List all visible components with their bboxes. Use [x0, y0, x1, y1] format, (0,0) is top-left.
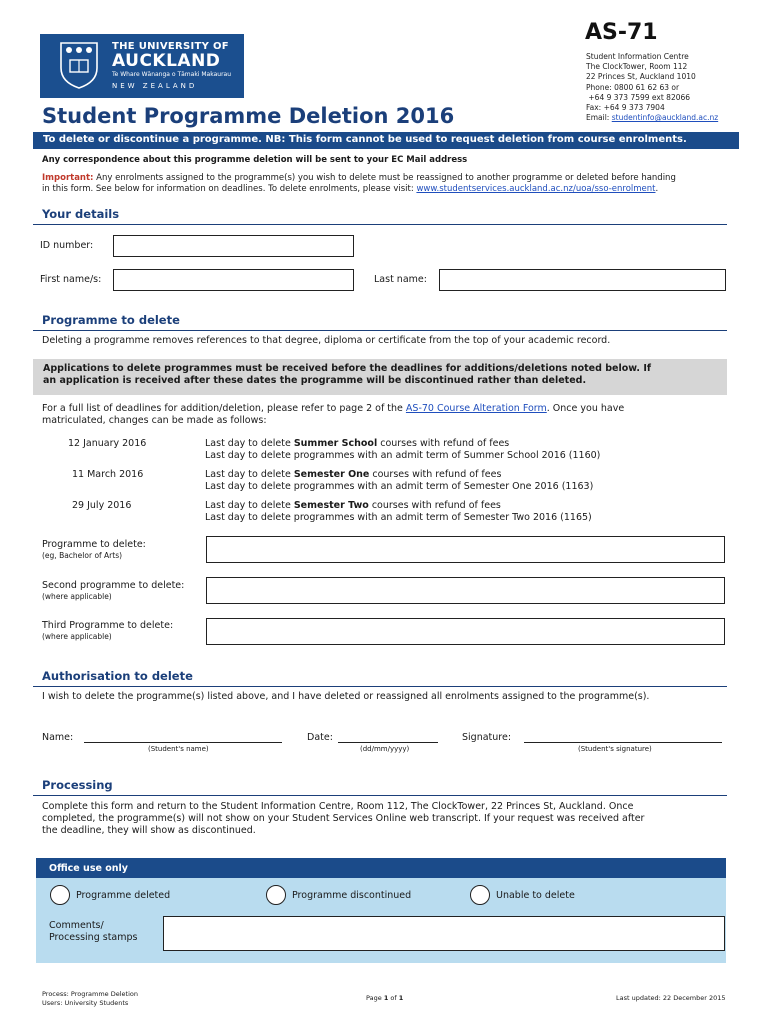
deadline-date: 12 January 2016	[68, 438, 147, 449]
contact-line: 22 Princes St, Auckland 1010	[586, 72, 696, 82]
deadline-term: Semester One	[293, 469, 370, 480]
programme-discontinued-radio[interactable]	[266, 885, 286, 905]
logo-line2: AUCKLAND	[112, 51, 221, 71]
contact-phone2: +64 9 373 7599 ext 82066	[588, 92, 691, 102]
university-logo	[40, 34, 244, 98]
programme3-field[interactable]	[206, 618, 725, 645]
comments-line1: Comments/	[49, 920, 104, 931]
crest-icon	[58, 40, 100, 90]
footer-process: Process: Programme Deletion	[42, 990, 138, 998]
deadlines-text-a: For a full list of deadlines for addition/deletion, please refer to page 2 of the	[42, 403, 406, 414]
programme-deleted-label: Programme deleted	[76, 890, 171, 901]
unable-to-delete-label: Unable to delete	[496, 890, 575, 901]
deadline-text: courses with refund of fees	[377, 438, 510, 449]
programme1-field[interactable]	[206, 536, 725, 563]
form-code: AS-71	[585, 20, 658, 45]
deadline-text: courses with refund of fees	[369, 469, 502, 480]
deadline-row1-line2: Last day to delete programmes with an admit term of Summer School 2016 (1160)	[205, 450, 601, 461]
deadline-row3-line2: Last day to delete programmes with an admit term of Semester Two 2016 (1165)	[205, 512, 592, 523]
unable-to-delete-radio[interactable]	[470, 885, 490, 905]
processing-line: Complete this form and return to the Student Information Centre, Room 112, The ClockTower, 22 Princes St, Auckland. Once	[42, 801, 634, 812]
contact-line: Fax: +64 9 373 7904	[586, 103, 665, 113]
contact-email-line	[586, 113, 718, 123]
important-text1: Any enrolments assigned to the programme(s) you wish to delete must be reassigned to another programme or deleted before handing	[93, 173, 676, 183]
processing-heading: Processing	[42, 778, 113, 792]
programme1-sub: (eg, Bachelor of Arts)	[42, 551, 123, 560]
footer-left	[42, 990, 138, 1008]
programme1-label: Programme to delete:	[42, 539, 146, 550]
programme-discontinued-label: Programme discontinued	[292, 890, 412, 901]
section-divider	[33, 224, 727, 225]
important-end: .	[655, 184, 659, 194]
date-label: Date:	[307, 732, 333, 743]
programme-deleted-radio[interactable]	[50, 885, 70, 905]
comments-label	[49, 920, 137, 944]
section-divider	[33, 330, 727, 331]
purpose-banner: To delete or discontinue a programme. NB: This form cannot be used to request deletion from course enrolments.	[33, 132, 739, 149]
deadline-term: Summer School	[293, 438, 378, 449]
page-of: of	[388, 994, 399, 1002]
important-text2: in this form. See below for information on deadlines. To delete enrolments, please visit:	[42, 184, 417, 194]
important-label: Important:	[42, 173, 94, 183]
programme3-sub: (where applicable)	[42, 632, 112, 641]
contact-line	[586, 93, 718, 103]
deadline-date: 29 July 2016	[72, 500, 132, 511]
logo-line3: Te Whare Wānanga o Tāmaki Makaurau	[112, 71, 232, 78]
signature-line[interactable]	[524, 731, 722, 743]
date-line[interactable]	[338, 731, 438, 743]
first-name-label: First name/s:	[40, 274, 102, 285]
office-use-panel	[36, 858, 726, 963]
programme-heading: Programme to delete	[42, 313, 180, 327]
section-divider	[33, 686, 727, 687]
id-number-field[interactable]	[113, 235, 354, 257]
comments-field[interactable]	[163, 916, 725, 951]
deadline-text: Last day to delete	[205, 438, 294, 449]
contact-line: Phone: 0800 61 62 63 or	[586, 82, 680, 92]
contact-block	[586, 52, 718, 123]
processing-line: the deadline, they will show as discontinued.	[42, 825, 256, 836]
warning-line2: an application is received after these dates the programme will be discontinued rather than deleted.	[43, 375, 587, 386]
authorisation-text: I wish to delete the programme(s) listed above, and I have deleted or reassigned all enrolments assigned to the programme(s).	[42, 691, 650, 702]
deadlines-text-c: matriculated, changes can be made as follows:	[42, 415, 267, 426]
deadline-date: 11 March 2016	[72, 469, 144, 480]
programme2-label: Second programme to delete:	[42, 580, 185, 591]
date-sub: (dd/mm/yyyy)	[360, 745, 410, 753]
deadline-row1-line1	[205, 438, 509, 450]
warning-line1: Applications to delete programmes must be received before the deadlines for additions/deletions noted below. If	[43, 363, 652, 374]
deadline-row3-line1	[205, 500, 501, 512]
logo-line1: THE UNIVERSITY OF	[112, 41, 229, 52]
deadline-row2-line2: Last day to delete programmes with an admit term of Semester One 2016 (1163)	[205, 481, 594, 492]
comments-line2: Processing stamps	[49, 932, 138, 943]
deadline-text: Last day to delete	[205, 469, 294, 480]
page-total: 1	[398, 994, 404, 1002]
last-updated: Last updated: 22 December 2015	[616, 994, 726, 1002]
footer-users: Users: University Students	[42, 999, 129, 1007]
important-note	[42, 173, 742, 195]
programme2-sub: (where applicable)	[42, 592, 112, 601]
id-label: ID number:	[40, 240, 94, 251]
programme-intro: Deleting a programme removes references to that degree, diploma or certificate from the top of your academic record.	[42, 335, 611, 346]
signature-sub: (Student's signature)	[578, 745, 652, 753]
deadline-row2-line1	[205, 469, 501, 481]
page-number	[366, 994, 403, 1003]
programme2-field[interactable]	[206, 577, 725, 604]
last-name-label: Last name:	[374, 274, 427, 285]
section-divider	[33, 795, 727, 796]
contact-line: The ClockTower, Room 112	[586, 62, 688, 72]
name-label: Name:	[42, 732, 74, 743]
contact-line: Student Information Centre	[586, 52, 689, 61]
email-link[interactable]: studentinfo@auckland.ac.nz	[611, 113, 719, 123]
logo-line4: NEW ZEALAND	[112, 82, 198, 90]
correspondence-note: Any correspondence about this programme deletion will be sent to your EC Mail address	[42, 155, 468, 165]
office-heading: Office use only	[36, 858, 726, 878]
deadline-warning	[33, 359, 727, 395]
deadline-text: Last day to delete	[205, 500, 294, 511]
deadlines-intro	[42, 403, 732, 427]
authorisation-heading: Authorisation to delete	[42, 669, 193, 683]
deadline-text: courses with refund of fees	[368, 500, 501, 511]
first-name-field[interactable]	[113, 269, 354, 291]
email-label: Email:	[586, 113, 612, 123]
enrolment-link[interactable]: www.studentservices.auckland.ac.nz/uoa/sso-enrolment	[416, 184, 656, 194]
page-current: 1	[383, 994, 389, 1002]
programme3-label: Third Programme to delete:	[42, 620, 174, 631]
processing-text	[42, 801, 737, 837]
processing-line: completed, the programme(s) will not show on your Student Services Online web transcript. If your request was received after	[42, 813, 645, 824]
as70-link[interactable]: AS-70 Course Alteration Form	[405, 403, 547, 414]
name-sub: (Student's name)	[148, 745, 209, 753]
deadline-term: Semester Two	[293, 500, 369, 511]
your-details-heading: Your details	[42, 207, 120, 221]
page-prefix: Page	[366, 994, 384, 1002]
signature-label: Signature:	[462, 732, 512, 743]
name-signature-line[interactable]	[84, 731, 282, 743]
last-name-field[interactable]	[439, 269, 726, 291]
page-title: Student Programme Deletion 2016	[42, 104, 455, 128]
deadlines-text-b: . Once you have	[546, 403, 625, 414]
